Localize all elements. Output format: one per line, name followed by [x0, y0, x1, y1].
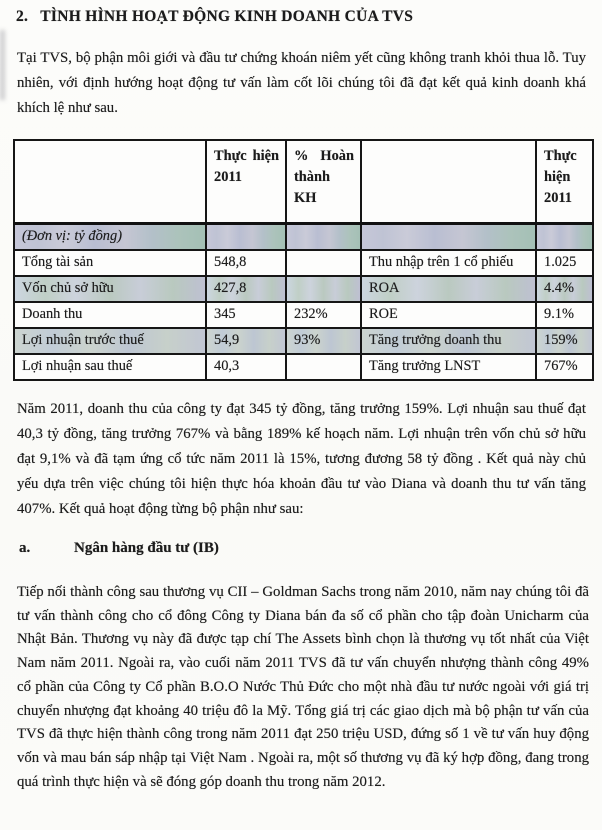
row-pct-plan: 232% — [286, 302, 361, 328]
row-value-2011: 40,3 — [206, 354, 286, 380]
row-value-2011: 345 — [206, 302, 286, 328]
row-value-2: 9.1% — [536, 302, 593, 328]
row-value-2: 4.4% — [536, 276, 593, 302]
scan-edge-smudge — [0, 30, 5, 100]
header-row-label-2 — [361, 140, 536, 224]
empty-cell — [286, 224, 361, 250]
subsection-title: Ngân hàng đầu tư (IB) — [74, 540, 219, 556]
row-pct-plan — [286, 250, 361, 276]
row-value-2011: 54,9 — [206, 328, 286, 354]
row-label: Lợi nhuận trước thuế — [14, 328, 206, 354]
row-pct-plan — [286, 276, 361, 302]
table-unit-row — [14, 224, 593, 250]
table-row — [14, 328, 593, 354]
unit-label: (Đơn vị: tỷ đồng) — [14, 224, 206, 250]
row-label-2: ROE — [361, 302, 536, 328]
table-row — [14, 302, 593, 328]
section-title-text: TÌNH HÌNH HOẠT ĐỘNG KINH DOANH CỦA TVS — [40, 8, 414, 25]
ib-paragraph: Tiếp nối thành công sau thương vụ CII – Goldman Sachs trong năm 2010, năm nay chúng tôi đã tư vấn thành công cho cổ đông Công ty Diana bán đa số cổ phần cho tập đoàn Unicharm của Nhật Bản. Thương vụ này đã được tạp chí The Assets bình chọn là thương vụ tốt nhất của Việt Nam năm 2011. Ngoài ra, vào cuối năm 2011 TVS đã tư vấn chuyển nhượng thành công 49% cổ phần của Công ty Cổ phần B.O.O Nước Thủ Đức cho một nhà đầu tư nước ngoài với giá trị chuyển nhượng đạt khoảng 40 triệu đô la Mỹ. Tổng giá trị các giao dịch mà bộ phận tư vấn của TVS đã thực hiện thành công trong năm 2011 đạt 250 triệu USD, đứng số 1 về tư vấn huy động vốn và mau bán sáp nhập tại Việt Nam . Ngoài ra, một số thương vụ đã ký hợp đồng, đang trong quá trình thực hiện và sẽ đóng góp doanh thu trong năm 2012. — [17, 584, 589, 790]
row-label-2: ROA — [361, 276, 536, 302]
table-row — [14, 354, 593, 380]
empty-cell — [536, 224, 593, 250]
row-value-2011: 548,8 — [206, 250, 286, 276]
row-pct-plan — [286, 354, 361, 380]
empty-cell — [361, 224, 536, 250]
table-row — [14, 250, 593, 276]
intro-paragraph: Tại TVS, bộ phận môi giới và đầu tư chứng khoán niêm yết cũng không tranh khỏi thua lỗ. Tuy nhiên, với định hướng hoạt động tư vấn làm cốt lõi chúng tôi đã đạt kết quả kinh doanh khá khích lệ như sau. — [17, 50, 586, 116]
subsection-marker: a. — [19, 540, 31, 556]
row-value-2: 1.025 — [536, 250, 593, 276]
row-pct-plan: 93% — [286, 328, 361, 354]
financial-results-table — [13, 139, 594, 381]
header-row-label — [14, 140, 206, 224]
results-paragraph: Năm 2011, doanh thu của công ty đạt 345 tỷ đồng, tăng trưởng 159%. Lợi nhuận sau thuế đạt 40,3 tỷ đồng, tăng trưởng 767% và bằng 189% kế hoạch năm. Lợi nhuận trên vốn chủ sở hữu đạt 9,1% và đã tạm ứng cổ tức năm 2011 là 15%, tương đương 58 tỷ đồng . Kết quả này chủ yếu dựa trên việc chúng tôi hiện thực hóa khoản đầu tư vào Diana và doanh thu tư vấn tăng 407%. Kết quả hoạt động từng bộ phận như sau: — [17, 401, 586, 517]
row-value-2: 159% — [536, 328, 593, 354]
row-label: Tổng tài sản — [14, 250, 206, 276]
row-label: Vốn chủ sở hữu — [14, 276, 206, 302]
header-pct-hoan-thanh-kh: % Hoàn thành KH — [286, 140, 361, 224]
empty-cell — [206, 224, 286, 250]
header-thuc-hien-2011-right: Thực hiện 2011 — [536, 140, 593, 224]
row-label-2: Thu nhập trên 1 cổ phiếu — [361, 250, 536, 276]
table-row — [14, 276, 593, 302]
row-value-2: 767% — [536, 354, 593, 380]
row-label: Lợi nhuận sau thuế — [14, 354, 206, 380]
table-header-row — [14, 140, 593, 224]
section-title-number: 2. — [16, 8, 29, 25]
row-label-2: Tăng trưởng LNST — [361, 354, 536, 380]
section-title — [16, 8, 586, 26]
row-label-2: Tăng trưởng doanh thu — [361, 328, 536, 354]
row-value-2011: 427,8 — [206, 276, 286, 302]
subsection-heading-ib — [19, 540, 219, 557]
header-thuc-hien-2011-left: Thực hiện 2011 — [206, 140, 286, 224]
row-label: Doanh thu — [14, 302, 206, 328]
